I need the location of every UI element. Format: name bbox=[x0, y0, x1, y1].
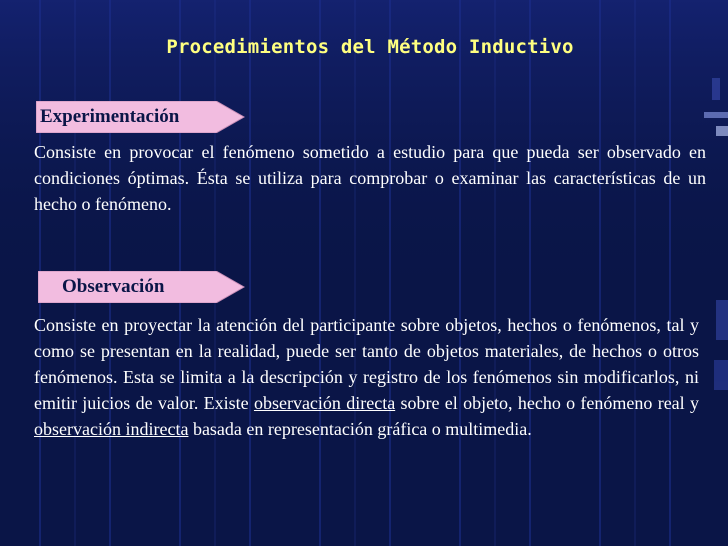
observacion-text-before: Consiste en proyectar la atención del participante sobre objetos, hechos o fenómenos, tal y como se presentan en la realidad, puede ser tanto de objetos materiales, de hechos o otros fenómenos. Esta se limita a la descripción y registro de los fenómenos sin modificarlos, ni emitir juicios de valor. Existe bbox=[34, 315, 699, 413]
label-observacion bbox=[38, 271, 248, 303]
label-observacion-text: Observación bbox=[62, 276, 165, 297]
observacion-text-middle: sobre el objeto, hecho o fenómeno real y bbox=[395, 393, 699, 413]
paragraph-experimentacion: Consiste en provocar el fenómeno sometido a estudio para que pueda ser observado en condiciones óptimas. Ésta se utiliza para comprobar o examinar las características de un hecho o fenómeno. bbox=[34, 142, 706, 214]
label-experimentacion-text: Experimentación bbox=[40, 106, 180, 127]
link-observacion-indirecta[interactable]: observación indirecta bbox=[34, 419, 189, 439]
observacion-text-after: basada en representación gráfica o multimedia. bbox=[188, 419, 532, 439]
paragraph-observacion bbox=[34, 312, 699, 442]
link-observacion-directa[interactable]: observación directa bbox=[253, 393, 396, 413]
page-title: Procedimientos del Método Inductivo bbox=[166, 36, 574, 58]
label-experimentacion bbox=[36, 101, 246, 133]
